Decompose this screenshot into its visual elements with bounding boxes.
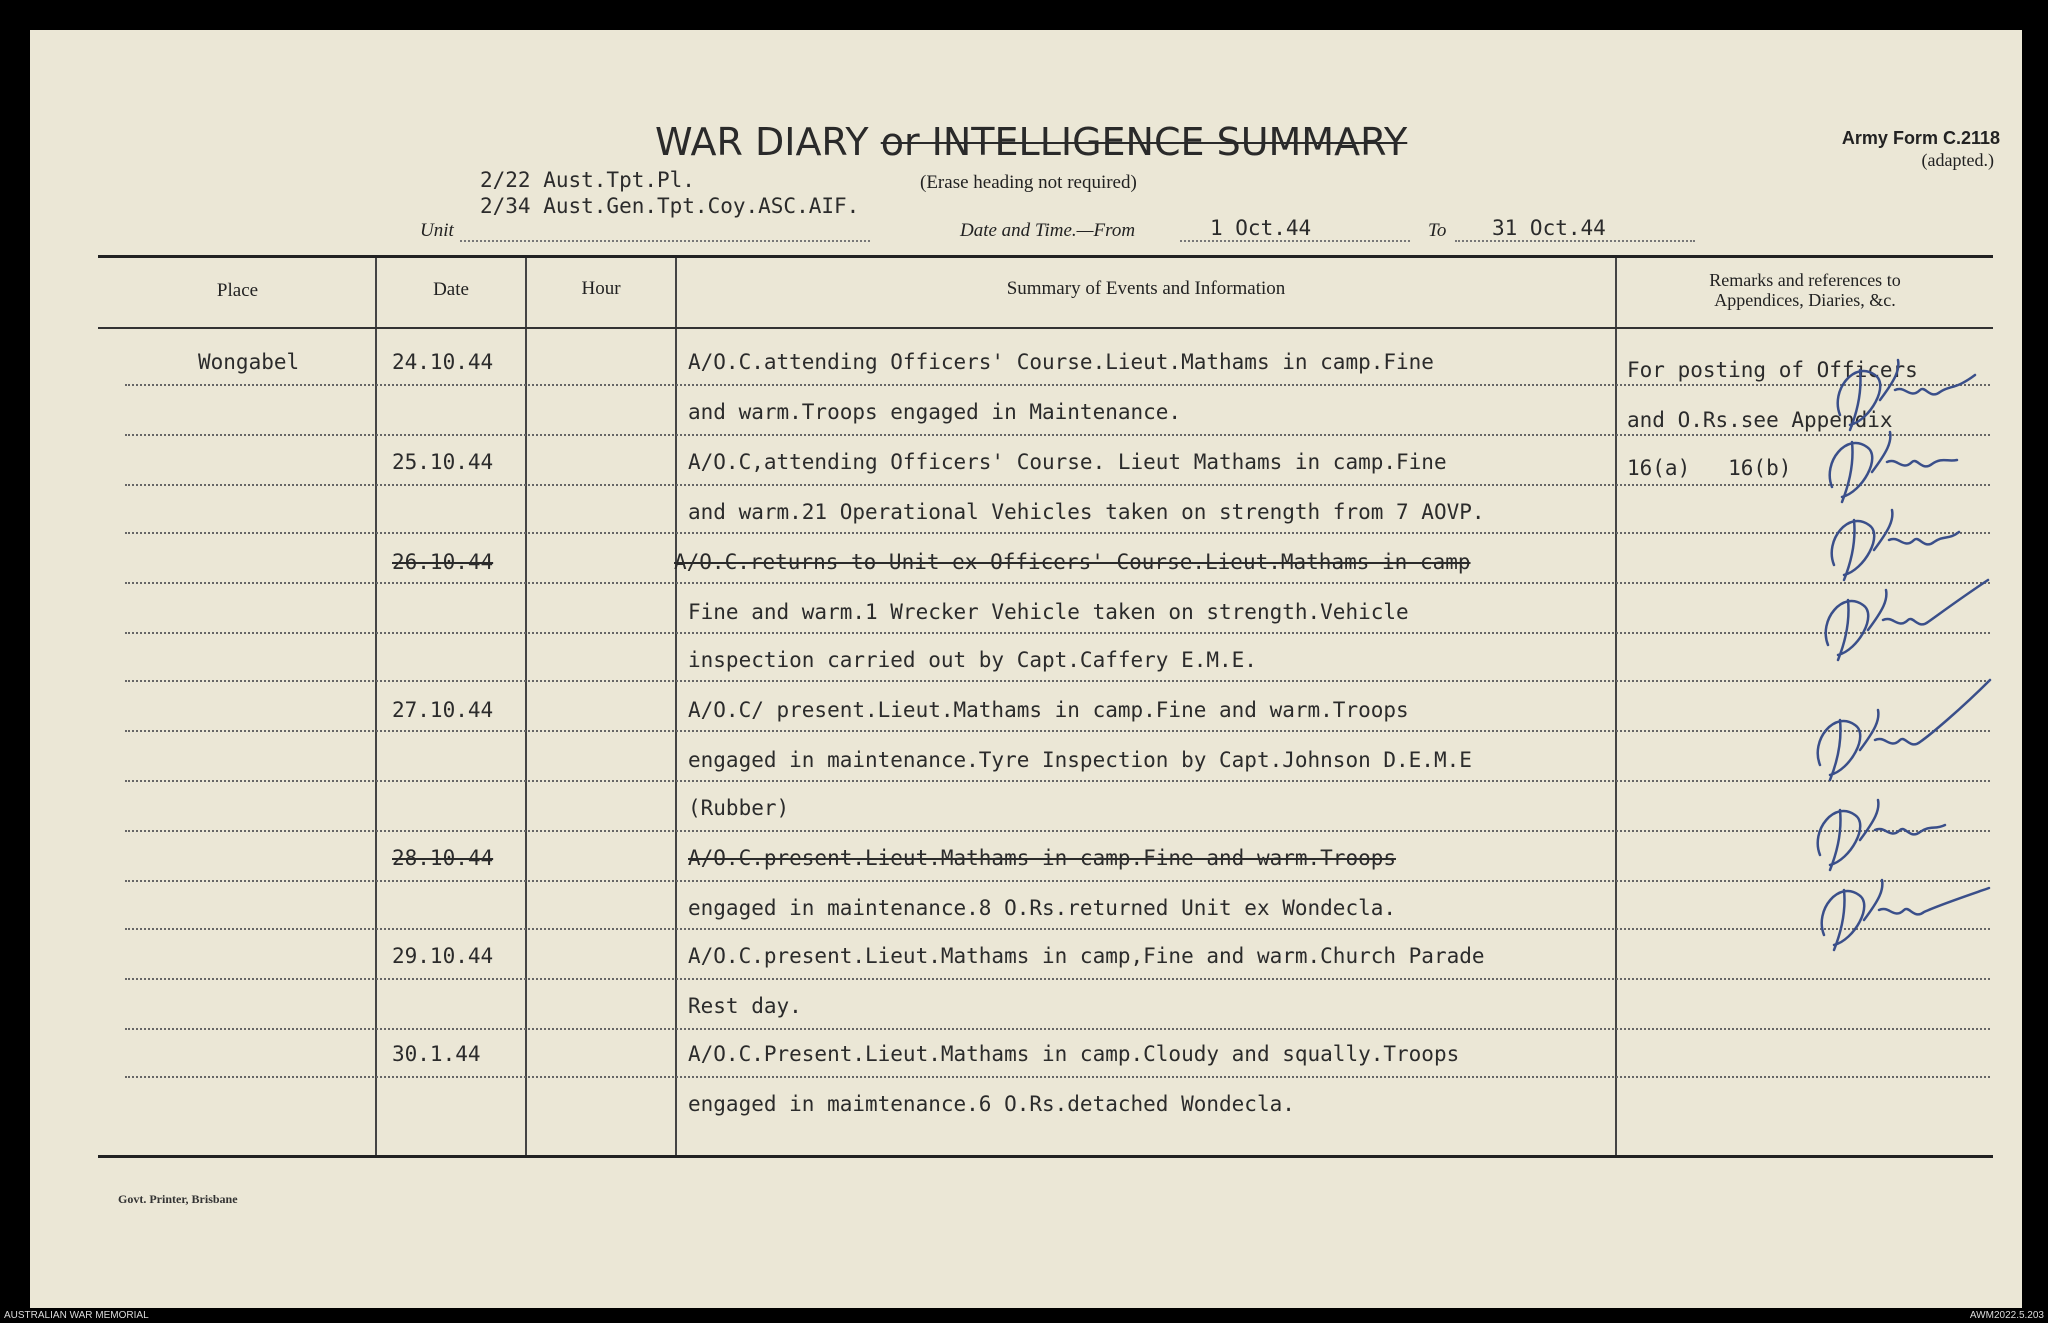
to-dotline — [1455, 240, 1695, 242]
row-line — [125, 978, 1990, 980]
summary-line: A/O.C.Present.Lieut.Mathams in camp.Cloudy and squally.Troops — [688, 1042, 1460, 1066]
unit-line-2: 2/34 Aust.Gen.Tpt.Coy.ASC.AIF. — [480, 194, 860, 218]
summary-line: (Rubber) — [688, 796, 790, 820]
row-line — [125, 680, 1990, 682]
date-from-label: Date and Time.—From — [960, 220, 1136, 241]
row-line — [125, 484, 1990, 486]
summary-line: inspection carried out by Capt.Caffery E.M.E. — [688, 648, 1257, 672]
row-line — [125, 1076, 1990, 1078]
summary-line: A/O.C/ present.Lieut.Mathams in camp.Fine and warm.Troops — [688, 698, 1409, 722]
unit-line-1: 2/22 Aust.Tpt.Pl. — [480, 168, 695, 192]
date-cell-25-10: 25.10.44 — [392, 450, 494, 474]
unit-label: Unit — [420, 220, 454, 241]
summary-line: engaged in maintenance.8 O.Rs.returned Unit ex Wondecla. — [688, 896, 1397, 920]
diary-page — [30, 30, 2022, 1308]
footer-right: AWM2022.5.203 — [1969, 1310, 2044, 1321]
date-to-label: To — [1428, 220, 1447, 241]
row-line — [125, 434, 1990, 436]
col-header-remarks-1: Remarks and references to — [1709, 270, 1901, 290]
table-bottom-rule — [98, 1155, 1993, 1158]
summary-line: A/O.C.attending Officers' Course.Lieut.Mathams in camp.Fine — [688, 350, 1434, 374]
row-line — [125, 532, 1990, 534]
row-line — [125, 780, 1990, 782]
summary-line: A/O.C.returns to Unit ex Officers' Course.Lieut.Mathams in camp — [674, 550, 1471, 574]
row-line — [125, 730, 1990, 732]
summary-line: and warm.Troops engaged in Maintenance. — [688, 400, 1182, 424]
erase-note: (Erase heading not required) — [920, 172, 1137, 193]
printer-imprint: Govt. Printer, Brisbane — [118, 1192, 238, 1206]
date-cell-28-10: 28.10.44 — [392, 846, 494, 870]
date-to-value: 31 Oct.44 — [1492, 216, 1606, 240]
col-divider-place — [375, 258, 377, 1155]
summary-line: engaged in maintenance.Tyre Inspection by Capt.Johnson D.E.M.E — [688, 748, 1472, 772]
summary-line: Fine and warm.1 Wrecker Vehicle taken on strength.Vehicle — [688, 600, 1409, 624]
date-cell-27-10: 27.10.44 — [392, 698, 494, 722]
summary-line: Rest day. — [688, 994, 802, 1018]
form-title — [655, 120, 1407, 164]
summary-line: and warm.21 Operational Vehicles taken on strength from 7 AOVP. — [688, 500, 1485, 524]
remarks-line-2: and O.Rs.see Appendix — [1627, 408, 1893, 432]
from-dotline — [1180, 240, 1410, 242]
signature-initials — [1800, 330, 2020, 1150]
col-header-place: Place — [216, 280, 259, 301]
footer-left: AUSTRALIAN WAR MEMORIAL — [4, 1310, 149, 1321]
date-from-value: 1 Oct.44 — [1210, 216, 1312, 240]
title-struck: or INTELLIGENCE SUMMARY — [880, 120, 1408, 164]
date-cell-26-10: 26.10.44 — [392, 550, 494, 574]
form-number: Army Form C.2118 — [1841, 128, 2000, 148]
col-header-remarks-2: Appendices, Diaries, &c. — [1714, 290, 1896, 310]
row-line — [125, 384, 1990, 386]
summary-line: A/O.C.present.Lieut.Mathams in camp.Fine and warm.Troops — [688, 846, 1397, 870]
summary-line: engaged in maimtenance.6 O.Rs.detached Wondecla. — [688, 1092, 1295, 1116]
row-line — [125, 582, 1990, 584]
unit-dotline — [460, 240, 870, 242]
summary-line: A/O.C,attending Officers' Course. Lieut Mathams in camp.Fine — [688, 450, 1447, 474]
col-header-summary: Summary of Events and Information — [1006, 278, 1286, 299]
row-line — [125, 1028, 1990, 1030]
col-divider-summary — [1615, 258, 1617, 1155]
remarks-line-1: For posting of Officers — [1627, 358, 1918, 382]
summary-line: A/O.C.present.Lieut.Mathams in camp,Fine and warm.Church Parade — [688, 944, 1485, 968]
remarks-line-3: 16(a) 16(b) — [1627, 456, 1792, 480]
date-cell-30-1: 30.1.44 — [392, 1042, 481, 1066]
col-divider-date — [525, 258, 527, 1155]
place-cell: Wongabel — [198, 350, 300, 374]
date-cell-24-10: 24.10.44 — [392, 350, 494, 374]
row-line — [125, 928, 1990, 930]
col-header-date: Date — [433, 279, 469, 300]
date-cell-29-10: 29.10.44 — [392, 944, 494, 968]
row-line — [125, 830, 1990, 832]
header-rule — [98, 327, 1993, 329]
col-header-hour: Hour — [581, 278, 621, 299]
form-adapted: (adapted.) — [1921, 150, 1994, 170]
row-line — [125, 632, 1990, 634]
row-line — [125, 880, 1990, 882]
title-main: WAR DIARY — [655, 120, 869, 164]
col-divider-hour — [675, 258, 677, 1155]
table-top-rule — [98, 255, 1993, 258]
